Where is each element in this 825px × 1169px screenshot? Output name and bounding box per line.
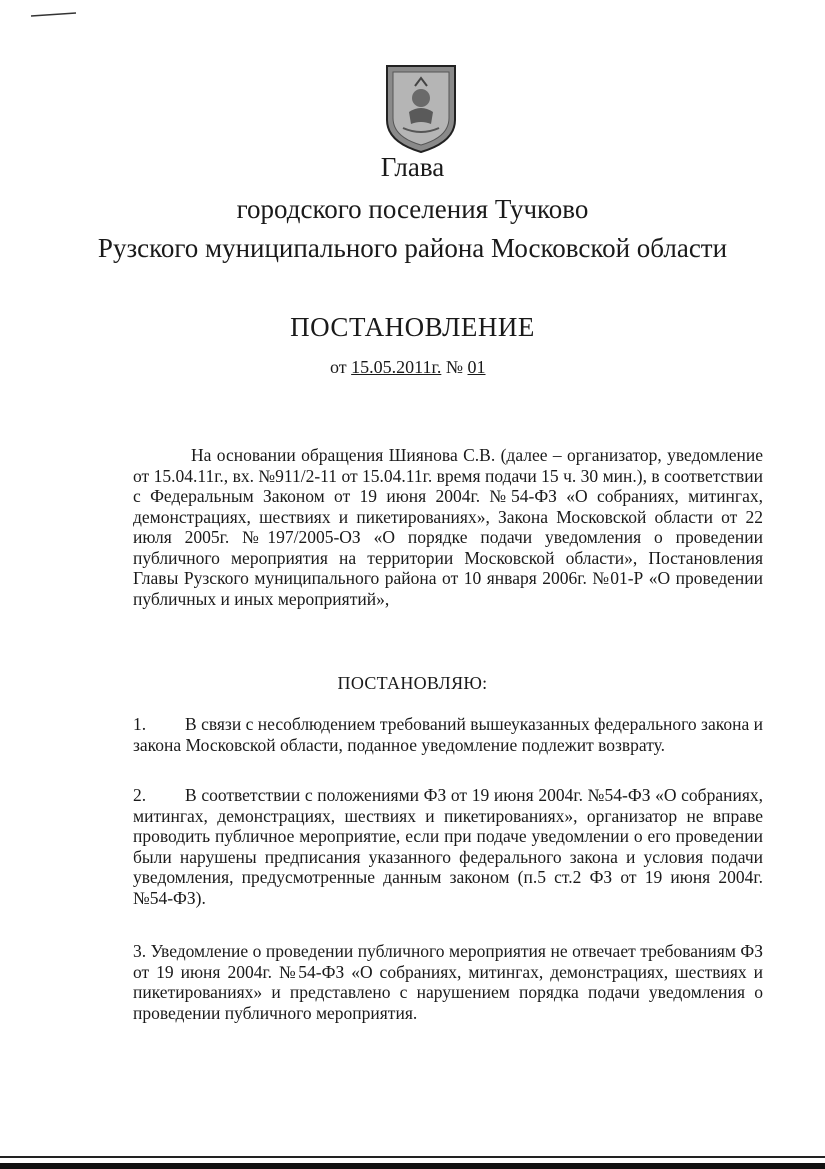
list-item <box>133 714 763 755</box>
date-prefix: от <box>330 357 347 377</box>
item-text: В соответствии с положениями ФЗ от 19 июня 2004г. №54-ФЗ «О собраниях, митингах, демонстрациях, шествиях и пикетированиях», организатор не вправе проводить публичное мероприятие, если при подаче уведомлении о его проведении были нарушены предписания указанного федерального закона и условия подачи уведомления, предусмотренные данным законом (п.5 ст.2 ФЗ от 19 июня 2004г. №54-ФЗ). <box>133 785 763 908</box>
document-number: 01 <box>467 357 486 377</box>
list-item <box>133 941 763 1023</box>
document-date: 15.05.2011г. <box>351 357 442 377</box>
item-number: 2. <box>133 785 147 805</box>
header-district: Рузского муниципального района Московской области <box>97 233 728 263</box>
coat-of-arms-icon <box>381 62 461 154</box>
document-type: ПОСТАНОВЛЕНИЕ <box>290 312 535 342</box>
item-number: 1. <box>133 714 147 734</box>
header-settlement: городского поселения Тучково <box>236 194 589 224</box>
item-number: 3. <box>133 941 147 961</box>
item-text: Уведомление о проведении публичного мероприятия не отвечает требованиям ФЗ от 19 июня 2004г. №54-ФЗ «О собраниях, митингах, демонстрациях, шествиях и пикетированиях» и представлено с нарушением порядка подачи уведомления о проведении публичного мероприятия. <box>133 941 764 1023</box>
item-text: В связи с несоблюдением требований вышеуказанных федерального закона и закона Московской области, поданное уведомление подлежит возврату. <box>133 714 763 755</box>
header-title: Глава <box>380 152 445 182</box>
preamble-paragraph: На основании обращения Шиянова С.В. (далее – организатор, уведомление от 15.04.11г., вх. №911/2-11 от 15.04.11г. время подачи 15 ч. 30 мин.), в соответствии с Федеральным Законом от 19 июня 2004г. №54-ФЗ «О собраниях, митингах, демонстрациях, шествиях и пикетированиях», Закона Московской области от 22 июля 2005г. №197/2005-ОЗ «О порядке подачи уведомления о проведении публичного мероприятия на территории Московской области», Постановления Главы Рузского муниципального района от 10 января 2006г. №01-Р «О проведении публичных и иных мероприятий», <box>133 445 763 609</box>
list-item <box>133 785 763 908</box>
scan-bottom-edge <box>0 1150 825 1169</box>
scan-mark <box>30 12 78 18</box>
number-prefix: № <box>445 357 464 377</box>
document-dateline <box>330 357 486 378</box>
resolve-heading: ПОСТАНОВЛЯЮ: <box>337 673 488 693</box>
